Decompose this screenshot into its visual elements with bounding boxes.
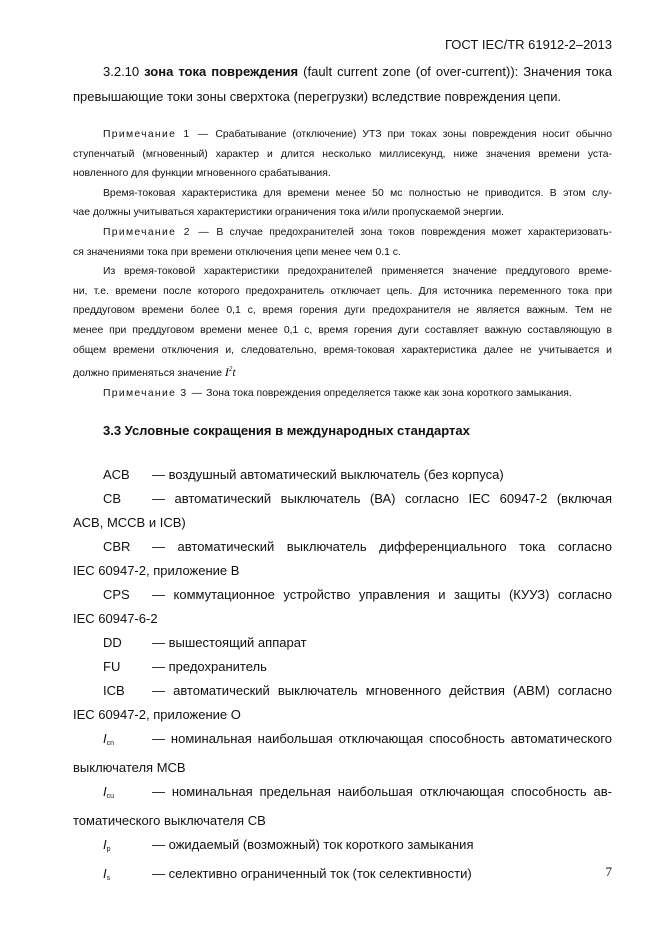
- abbreviation-line: [73, 487, 612, 511]
- formula-i2t: $I^2t$: [224, 365, 236, 380]
- note-text: общем времени отключения и, следовательно, время-токовая характеристика далее не учитывается и: [73, 344, 612, 356]
- abbreviation-continuation: томатического выключателя CB: [73, 813, 266, 828]
- note-text: чае должны учитываться характеристики ограничения тока и/или пропускаемой энергии.: [73, 207, 505, 219]
- abbreviation-line: [73, 655, 612, 679]
- abbreviations-list: [73, 463, 612, 891]
- abbreviation-item: [73, 583, 612, 631]
- abbreviation-line: [73, 535, 612, 559]
- note-text: В случае предохранителей зона токов повреждения может характеризовать-: [210, 226, 612, 238]
- abbreviation-line: [73, 679, 612, 703]
- abbreviation-line: [73, 727, 612, 756]
- note-text: Из время-токовой характеристики предохранителей применяется значение преддугового време-: [103, 266, 612, 278]
- abbreviation-term: CB: [103, 491, 122, 506]
- definition-term: зона тока повреждения: [144, 64, 299, 79]
- abbreviation-line: [73, 463, 612, 487]
- abbreviation-continuation: IEC 60947-2, приложение О: [73, 707, 241, 722]
- note-label: Примечание 3 —: [103, 387, 204, 399]
- abbreviation-term: [103, 780, 152, 809]
- note-line: [73, 203, 612, 223]
- note-line: [73, 243, 612, 263]
- note-line: [73, 125, 612, 145]
- abbreviation-definition: — вышестоящий аппарат: [152, 635, 307, 650]
- notes-block: [73, 125, 612, 403]
- abbreviation-item: [73, 727, 612, 780]
- abbreviation-definition: — предохранитель: [152, 659, 267, 674]
- abbreviation-line: [73, 833, 612, 862]
- definition-line: [73, 60, 612, 85]
- abbreviation-symbol: I: [103, 866, 107, 881]
- abbreviation-line: [73, 583, 612, 607]
- abbreviation-term: FU: [103, 659, 121, 674]
- abbreviation-term: DD: [103, 635, 122, 650]
- definition-line: превышающие токи зоны сверхтока (перегрузки) вследствие повреждения цепи.: [73, 88, 562, 104]
- note-text: преддуговом времени более 0,1 с, время горения дуги предохранителя не является важным. Тем не: [73, 305, 612, 317]
- abbreviation-item: [73, 535, 612, 583]
- note-line: [73, 223, 612, 243]
- section-heading: 3.3 Условные сокращения в международных стандартах: [103, 423, 470, 438]
- abbreviation-definition: — коммутационное устройство управления и защиты (КУУЗ) согласно: [152, 587, 612, 602]
- note-text: Срабатывание (отключение) УТЗ при токах зоны повреждения носит обычно: [209, 129, 612, 140]
- abbreviation-term: ACB: [103, 467, 130, 482]
- abbreviation-continuation: выключателя MCB: [73, 760, 186, 775]
- running-header: ГОСТ IEC/TR 61912-2–2013: [444, 37, 612, 52]
- abbreviation-symbol: I: [103, 837, 107, 852]
- abbreviation-line: [73, 780, 612, 809]
- definition-text: (fault current zone (of over-current)): Значения тока: [298, 64, 612, 79]
- abbreviation-item: [73, 679, 612, 727]
- note-text: ся значениями тока при времени отключения цепи менее чем 0.1 с.: [73, 246, 401, 258]
- abbreviation-definition: — воздушный автоматический выключатель (без корпуса): [152, 467, 504, 482]
- note-line: [73, 301, 612, 321]
- abbreviation-definition: — автоматический выключатель (ВА) согласно IEC 60947-2 (включая: [152, 491, 612, 506]
- note-label: Примечание 2 —: [103, 226, 211, 238]
- page-number: 7: [605, 864, 612, 879]
- abbreviation-term: [103, 833, 152, 862]
- abbreviation-term: ICB: [103, 683, 125, 698]
- abbreviation-definition: — ожидаемый (возможный) ток короткого замыкания: [152, 837, 474, 852]
- abbreviation-item: [73, 655, 612, 679]
- abbreviation-continuation: IEC 60947-6-2: [73, 611, 158, 626]
- note-line: [73, 321, 612, 341]
- note-text: Время-токовая характеристика для времени менее 50 мс полностью не приводится. В этом слу-: [103, 187, 612, 199]
- abbreviation-subscript: s: [106, 875, 111, 882]
- abbreviation-item: [73, 780, 612, 833]
- note-line: [73, 164, 612, 184]
- note-text: менее при преддуговом времени менее 0,1 с, время горения дуги составляет важную составляющую в: [73, 324, 612, 336]
- abbreviation-item: [73, 487, 612, 535]
- abbreviation-subscript: p: [106, 846, 111, 853]
- note-line: [73, 360, 612, 384]
- abbreviation-continuation: IEC 60947-2, приложение В: [73, 563, 240, 578]
- abbreviation-definition: — автоматический выключатель мгновенного действия (АВМ) согласно: [152, 683, 612, 698]
- definition-3-2-10: [73, 60, 612, 109]
- abbreviation-symbol: I: [103, 731, 107, 746]
- note-line: [73, 145, 612, 165]
- abbreviation-line: [73, 631, 612, 655]
- abbreviation-definition: — номинальная предельная наибольшая отключающая способность ав-: [152, 784, 612, 799]
- abbreviation-item: [73, 833, 612, 862]
- note-line: [73, 341, 612, 361]
- abbreviation-subscript: cu: [106, 793, 115, 800]
- note-line: [73, 184, 612, 204]
- abbreviation-subscript: cn: [106, 740, 115, 747]
- abbreviation-definition: — номинальная наибольшая отключающая способность автоматического: [152, 731, 612, 746]
- abbreviation-item: [73, 631, 612, 655]
- note-line: [73, 262, 612, 282]
- abbreviation-term: CBR: [103, 539, 131, 554]
- note-text: Зона тока повреждения определяется также как зона короткого замыкания.: [203, 387, 572, 399]
- abbreviation-symbol: I: [103, 784, 107, 799]
- abbreviation-definition: — автоматический выключатель дифференциального тока согласно: [152, 539, 612, 554]
- note-text: должно применяться значение: [73, 368, 225, 380]
- note-text: ни, т.е. времени после которого предохранитель отключает цепь. Для источника переменного тока при: [73, 285, 612, 297]
- note-text: новленного для функции мгновенного срабатывания.: [73, 168, 331, 180]
- abbreviation-term: [103, 727, 152, 756]
- note-text: ступенчатый (мгновенный) характер и длится несколько миллисекунд, ниже значения времени уста-: [73, 148, 612, 160]
- abbreviation-term: CPS: [103, 587, 130, 602]
- abbreviation-item: [73, 463, 612, 487]
- note-line: [73, 282, 612, 302]
- abbreviation-continuation: ACB, MCCB и ICB): [73, 515, 186, 530]
- definition-number: 3.2.10: [103, 64, 145, 79]
- note-line: [73, 384, 612, 404]
- note-label: Примечание 1 —: [103, 129, 210, 140]
- abbreviation-definition: — селективно ограниченный ток (ток селективности): [152, 866, 472, 881]
